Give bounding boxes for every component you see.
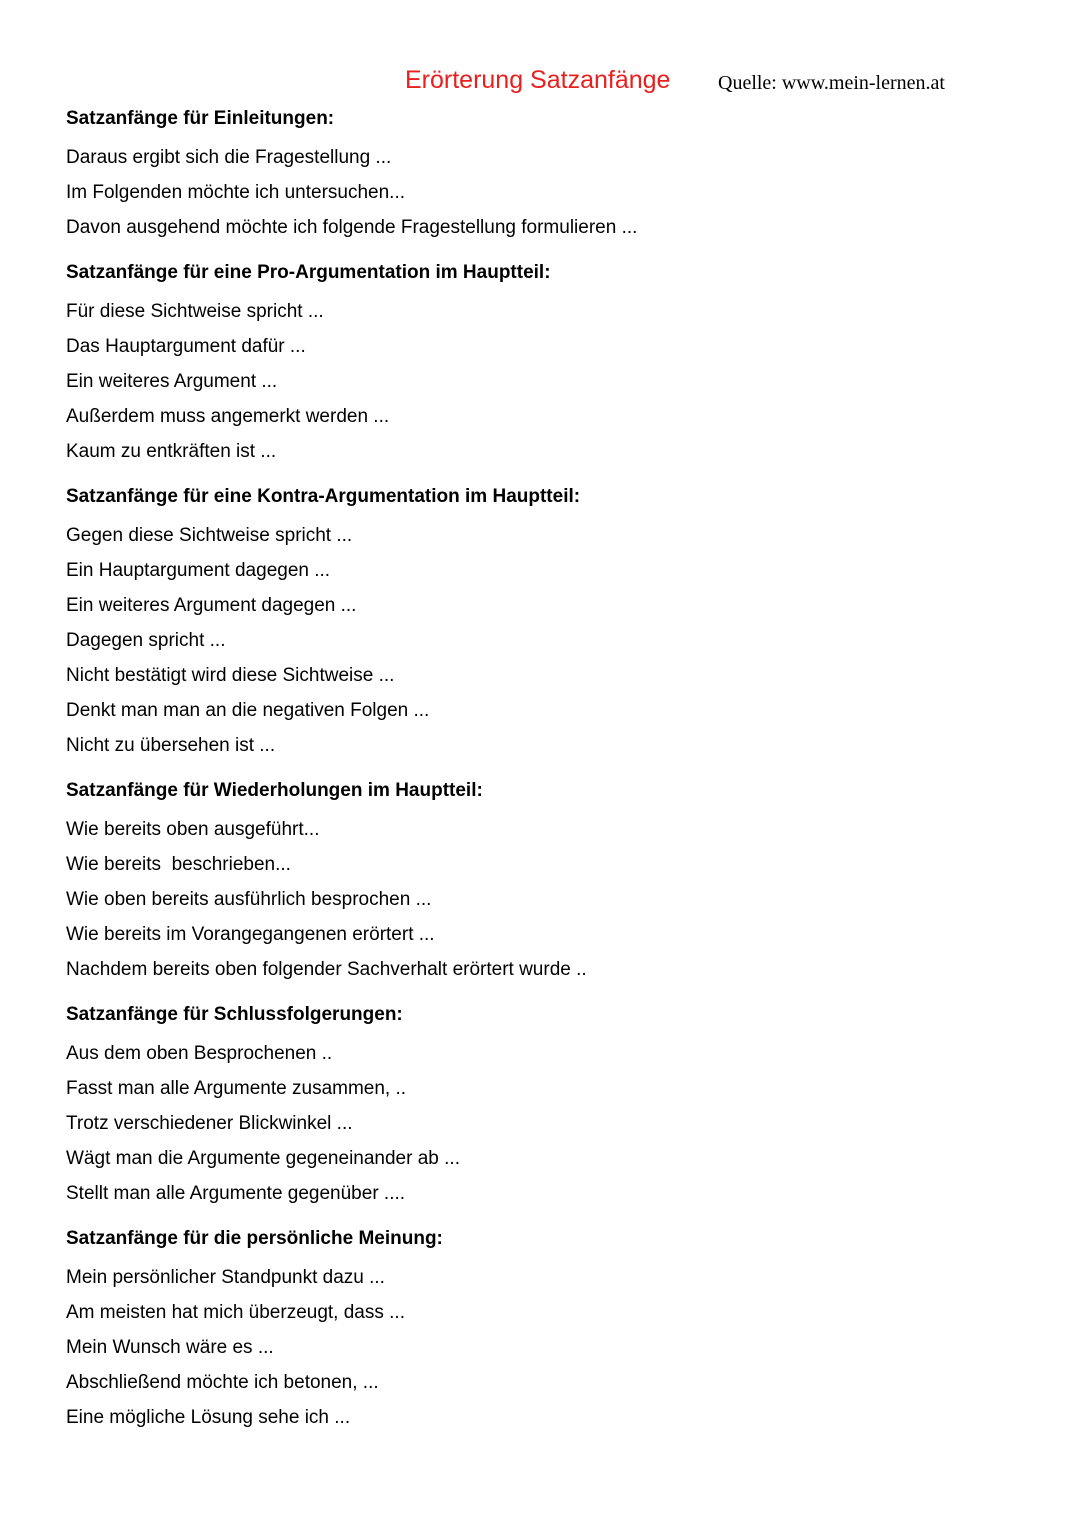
source-note: Quelle: www.mein-lernen.at xyxy=(718,72,945,94)
section-heading: Satzanfänge für die persönliche Meinung: xyxy=(66,1228,443,1249)
phrase-line: Im Folgenden möchte ich untersuchen... xyxy=(66,182,406,203)
phrase-line: Ein Hauptargument dagegen ... xyxy=(66,560,331,581)
section-heading: Satzanfänge für Wiederholungen im Hauptteil: xyxy=(66,780,483,801)
section-heading: Satzanfänge für Einleitungen: xyxy=(66,108,335,129)
phrase-line: Außerdem muss angemerkt werden ... xyxy=(66,406,390,427)
phrase-line: Gegen diese Sichtweise spricht ... xyxy=(66,525,353,546)
phrase-line: Wägt man die Argumente gegeneinander ab ... xyxy=(66,1148,460,1169)
phrase-line: Mein persönlicher Standpunkt dazu ... xyxy=(66,1267,385,1288)
phrase-line: Fasst man alle Argumente zusammen, .. xyxy=(66,1078,407,1099)
phrase-line: Ein weiteres Argument ... xyxy=(66,371,278,392)
section-heading: Satzanfänge für eine Kontra-Argumentation im Hauptteil: xyxy=(66,486,581,507)
phrase-line: Mein Wunsch wäre es ... xyxy=(66,1337,274,1358)
phrase-line: Daraus ergibt sich die Fragestellung ... xyxy=(66,147,392,168)
phrase-line: Davon ausgehend möchte ich folgende Fragestellung formulieren ... xyxy=(66,217,638,238)
phrase-line: Kaum zu entkräften ist ... xyxy=(66,441,277,462)
section-heading: Satzanfänge für Schlussfolgerungen: xyxy=(66,1004,403,1025)
page-title: Erörterung Satzanfänge xyxy=(405,66,671,94)
phrase-line: Trotz verschiedener Blickwinkel ... xyxy=(66,1113,353,1134)
phrase-line: Denkt man man an die negativen Folgen ... xyxy=(66,700,430,721)
section-heading: Satzanfänge für eine Pro-Argumentation im Hauptteil: xyxy=(66,262,551,283)
phrase-line: Dagegen spricht ... xyxy=(66,630,226,651)
phrase-line: Das Hauptargument dafür ... xyxy=(66,336,306,357)
section xyxy=(66,1224,1026,1435)
section xyxy=(66,482,1026,763)
section xyxy=(66,1000,1026,1211)
phrase-list xyxy=(66,104,1026,1435)
section xyxy=(66,258,1026,469)
phrase-line: Nachdem bereits oben folgender Sachverhalt erörtert wurde .. xyxy=(66,959,587,980)
phrase-line: Stellt man alle Argumente gegenüber .... xyxy=(66,1183,406,1204)
phrase-line: Wie oben bereits ausführlich besprochen ... xyxy=(66,889,432,910)
section xyxy=(66,104,1026,245)
phrase-line: Nicht zu übersehen ist ... xyxy=(66,735,276,756)
phrase-line: Wie bereits im Vorangegangenen erörtert ... xyxy=(66,924,435,945)
phrase-line: Eine mögliche Lösung sehe ich ... xyxy=(66,1407,351,1428)
section xyxy=(66,776,1026,987)
phrase-line: Nicht bestätigt wird diese Sichtweise ... xyxy=(66,665,395,686)
phrase-line: Aus dem oben Besprochenen .. xyxy=(66,1043,333,1064)
phrase-line: Abschließend möchte ich betonen, ... xyxy=(66,1372,379,1393)
phrase-line: Wie bereits beschrieben... xyxy=(66,854,291,875)
phrase-line: Ein weiteres Argument dagegen ... xyxy=(66,595,357,616)
phrase-line: Für diese Sichtweise spricht ... xyxy=(66,301,324,322)
phrase-line: Wie bereits oben ausgeführt... xyxy=(66,819,320,840)
phrase-line: Am meisten hat mich überzeugt, dass ... xyxy=(66,1302,405,1323)
